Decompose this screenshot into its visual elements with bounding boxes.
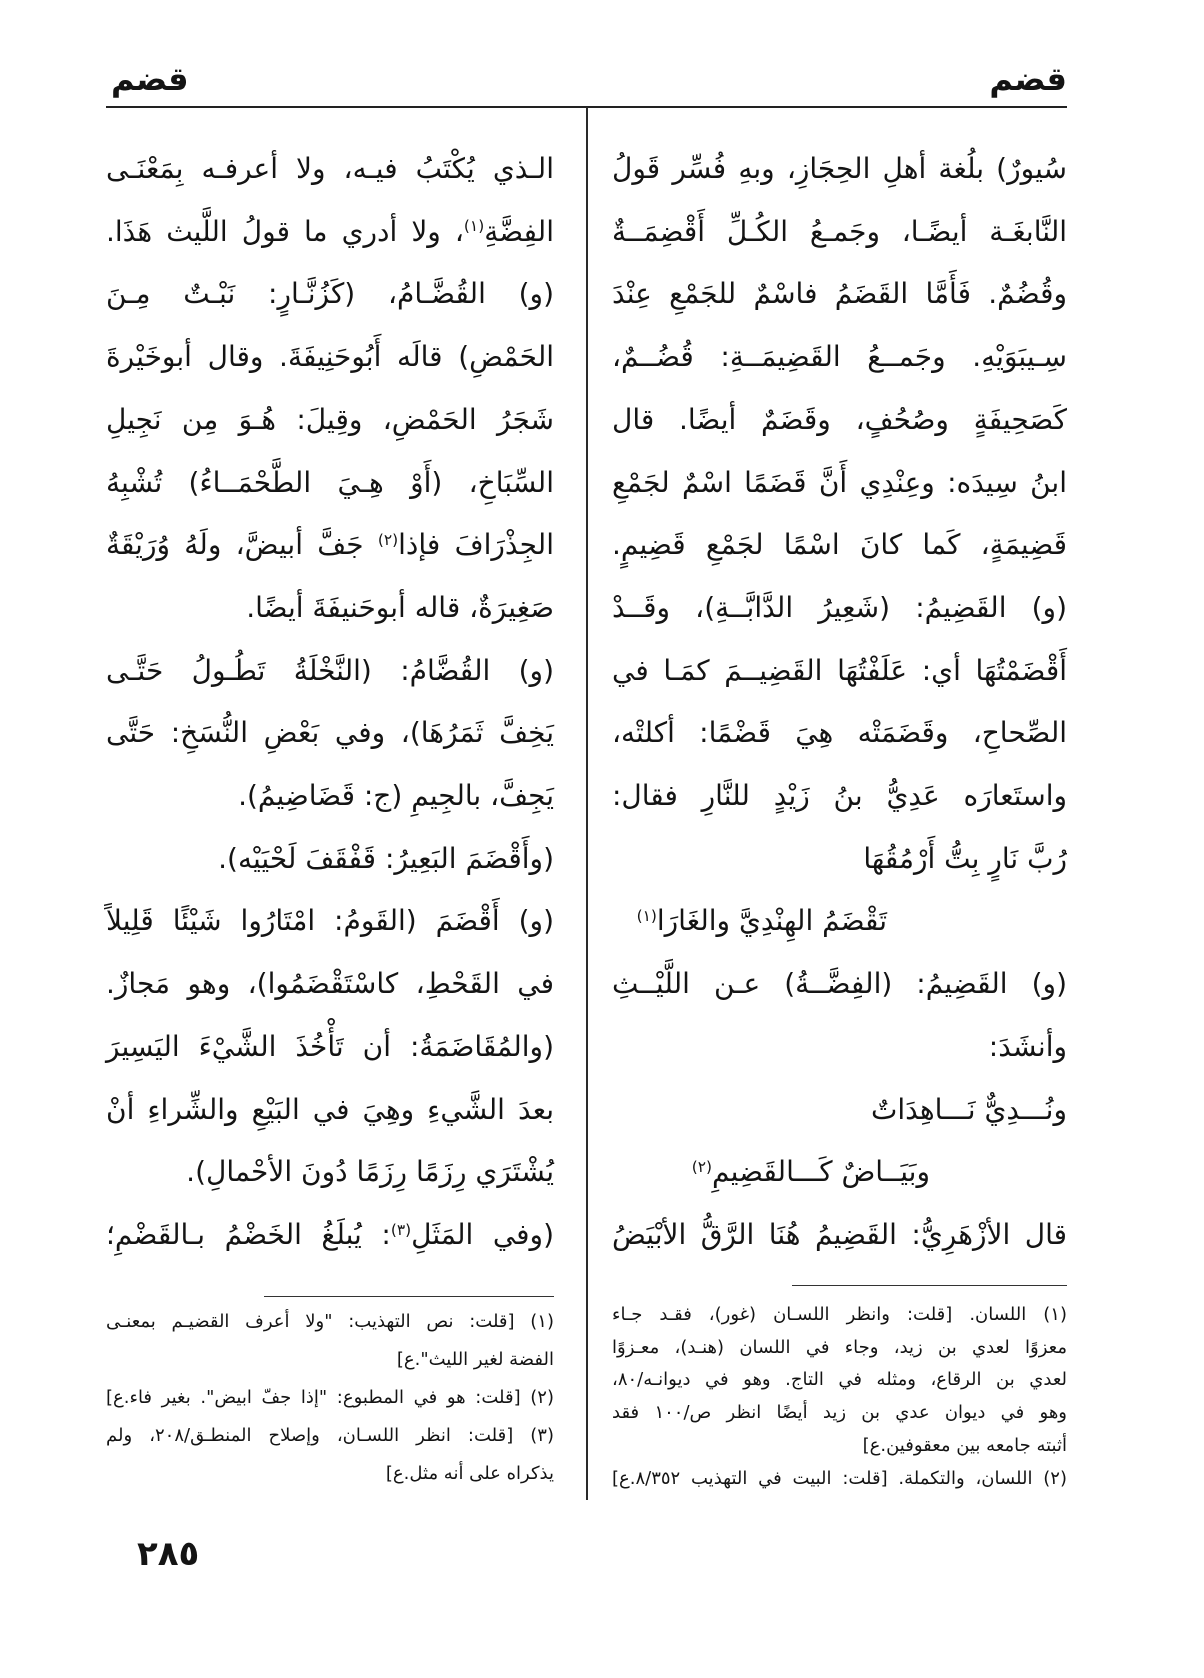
text-line: وقُضُمٌ. فَأَمَّا القَضَمُ فاسْمٌ للجَمْعِ عِنْدَ bbox=[612, 277, 1067, 311]
footnote-ref: (٢) bbox=[691, 1158, 713, 1177]
running-head-right: قضم bbox=[989, 60, 1067, 98]
text-line: الصِّحاحِ، وقَضَمَتْه هِيَ قَضْمًا: أكلتْه، bbox=[612, 716, 1067, 750]
text-line: قَضِيمَةٍ، كَما كانَ اسْمًا لجَمْعِ قَضِيمٍ. bbox=[612, 528, 1067, 562]
footnote-ref: (٣) bbox=[390, 1220, 412, 1239]
footnote-line: (٢) اللسان، والتكملة. [قلت: البيت في التهذيب ٨/٣٥٢.ع] bbox=[612, 1467, 1067, 1489]
left-footnotes bbox=[106, 1303, 554, 1493]
page-number: ٢٨٥ bbox=[137, 1534, 200, 1574]
text-line: يَخِفَّ ثَمَرُهَا)، وفي بَعْضِ النُّسَخِ: حَتَّى bbox=[106, 716, 554, 750]
text-line: كَصَحِيفَةٍ وصُحُفٍ، وقَضَمٌ أيضًا. قال bbox=[612, 402, 1067, 436]
text-line: النَّابغَـة أيضًـا، وجَمـعُ الكُـلِّ أَقْضِمَــةٌ bbox=[612, 214, 1067, 248]
footnote-ref: (١) bbox=[463, 217, 485, 236]
text-line: (و) القَضِيمُ: (شَعِيرُ الدَّابَّــةِ)، وقَــدْ bbox=[612, 590, 1067, 624]
text-line: بعدَ الشَّيءِ وهِيَ في البَيْعِ والشِّراءِ أنْ bbox=[106, 1092, 554, 1126]
text-line: سُيورٌ) بلُغة أهلِ الحِجَازِ، وبهِ فُسِّر قَولُ bbox=[612, 152, 1067, 185]
footnote-line: (١) اللسان. [قلت: وانظر اللسـان (غور)، فقـد جـاء bbox=[612, 1304, 1067, 1325]
text-line: (وفي المَثَلِ$^{(٣)}$: يُبلَغُ الخَضْمُ بـالقَضْمِ؛ bbox=[106, 1217, 554, 1251]
text-line: سِـيبَوَيْهِ. وجَمــعُ القَضِيمَــةِ: قُضُــمٌ، bbox=[612, 340, 1067, 374]
verse-line: وبَيَــاضٌ كَـــالقَضِيمِ$^{(٢)}$ bbox=[691, 1155, 930, 1189]
text-line: يَجِفَّ، بالجِيمِ (ج: قَضَاضِيمُ). bbox=[238, 779, 554, 813]
footnote-ref: (٢) bbox=[377, 530, 399, 549]
text-line: واستَعارَه عَدِيُّ بنُ زَيْدٍ للنَّارِ فقال: bbox=[612, 779, 1067, 813]
text-line: أَقْضَمْتُهَا أي: عَلَفْتُهَا القَضِيــمَ كمَـا في bbox=[612, 653, 1067, 687]
footnote-rule bbox=[792, 1285, 1067, 1286]
text-line: الجِذْرَافَ فإذا$^{(٢)}$ جَفَّ أبيضَّ، ولَهُ وُرَيْقَةٌ bbox=[106, 528, 554, 562]
text-line: (و) القَضِيمُ: (الفِضَّــةُ) عـن اللَّيْــثِ bbox=[612, 967, 1067, 1001]
text-line: (و) القُضَّامُ: (النَّخْلَةُ تَطُـولُ حَتَّـى bbox=[106, 653, 554, 687]
footnote-line: لعدي بن الرقاع، ومثله في التاج. وهو في ديوانـه/٨٠، bbox=[612, 1369, 1067, 1391]
footnote-line: الفضة لغير الليث".ع] bbox=[396, 1349, 554, 1370]
footnote-line: معزوًا لعدي بن زيد، وجاء في اللسان (هنـد)، معـزوًا bbox=[612, 1336, 1067, 1358]
text-line: الـذي يُكْتَبُ فيـه، ولا أعرفـه بِمَعْنَـى bbox=[106, 152, 554, 185]
footnote-line: (١) [قلت: نص التهذيب: "ولا أعرف القضيـم بمعنـى bbox=[106, 1311, 554, 1332]
text-line: ابنُ سِيدَه: وعِنْدِي أَنَّ قَضَمًا اسْمٌ لجَمْعِ bbox=[612, 465, 1067, 499]
text-line: الحَمْضِ) قالَه أَبُوحَنِيفَةَ. وقال أبوخَيْرةَ bbox=[106, 340, 554, 374]
footnote-rule bbox=[264, 1296, 554, 1297]
footnote-line: (٣) [قلت: انظر اللسـان، وإصلاح المنطـق/٢٠٨، ولم bbox=[106, 1425, 554, 1446]
column-divider bbox=[586, 107, 588, 1500]
text-line: الفِضَّةِ$^{(١)}$، ولا أدري ما قولُ اللَّيث هَذَا. bbox=[106, 214, 554, 248]
text-line: (والمُقَاضَمَةُ: أن تَأْخُذَ الشَّيْءَ اليَسِيرَ bbox=[106, 1029, 554, 1063]
footnote-line: يذكراه على أنه مثل.ع] bbox=[385, 1463, 554, 1484]
footnote-line: أثبته جامعه بين معقوفين.ع] bbox=[862, 1434, 1067, 1456]
text-line: (و) أَقْضَمَ (القَومُ: امْتَارُوا شَيْئًا قَلِيلاً bbox=[106, 904, 554, 938]
footnote-ref: (١) bbox=[636, 907, 657, 926]
text-line: السِّبَاخِ، (أَوْ هِـيَ الطَّحْمَــاءُ) تُشْبِهُ bbox=[106, 465, 554, 499]
running-head-left: قضم bbox=[111, 60, 189, 98]
footnote-line: (٢) [قلت: هو في المطبوع: "إذا جفّ ابيض". بغير فاء.ع] bbox=[106, 1387, 554, 1408]
verse-line: تَقْضَمُ الهِنْدِيَّ والغَارَا$^{(١)}$ bbox=[636, 904, 887, 938]
verse-line: رُبَّ نَارٍ بِتُّ أَرْمُقُهَا bbox=[863, 841, 1067, 875]
right-footnotes bbox=[612, 1299, 1067, 1495]
text-line: يُشْتَرَي رِزَمًا رِزَمًا دُونَ الأحْمالِ). bbox=[186, 1155, 554, 1189]
text-line: صَغِيرَةٌ، قاله أبوحَنيفَةَ أيضًا. bbox=[246, 590, 554, 624]
right-column bbox=[612, 138, 1067, 1267]
text-line: شَجَرُ الحَمْضِ، وقِيلَ: هُـوَ مِن نَجِيلِ bbox=[106, 402, 554, 436]
footnote-line: وهو في ديوان عدي بن زيد أيضًا انظر ص/١٠٠ فقد bbox=[612, 1402, 1068, 1424]
text-line: وأنشَدَ: bbox=[988, 1029, 1067, 1063]
left-column bbox=[106, 138, 554, 1267]
verse-line: ونُـــدِيٌّ نَـــاهِدَاتٌ bbox=[871, 1092, 1067, 1126]
text-line: (و) القُضَّـامُ، (كَزُنَّـارٍ: نَبْـتٌ مِـنَ bbox=[106, 277, 554, 311]
text-line: (وأَقْضَمَ البَعِيرُ: قَفْقَفَ لَحْيَيْه). bbox=[218, 841, 554, 875]
text-line: قال الأزْهَرِيُّ: القَضِيمُ هُنَا الرَّقُّ الأبْيَضُ bbox=[612, 1217, 1067, 1251]
text-line: في القَحْطِ، كاسْتَقْضَمُوا)، وهو مَجازٌ. bbox=[106, 967, 554, 1001]
